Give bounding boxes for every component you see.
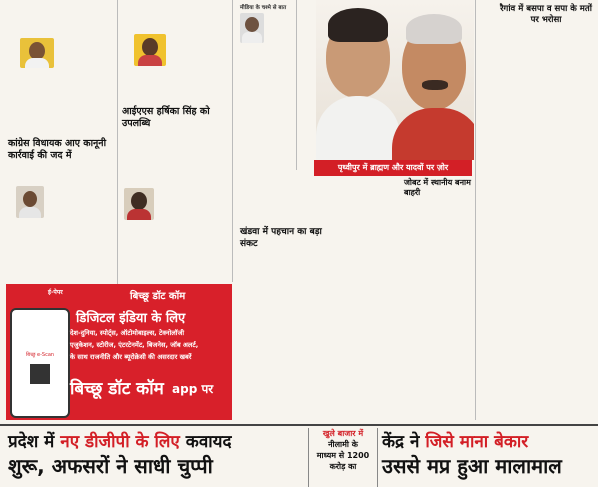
ad-brand-bottom: बिच्छू डॉट कॉम	[70, 379, 164, 399]
feature-banner-text: पृथ्वीपुर में ब्राह्मण और यादवों पर ज़ोर	[337, 163, 449, 172]
bottom-right-highlight: जिसे माना बेकार	[425, 432, 529, 452]
col1-body-lower	[8, 164, 114, 186]
col2-body-bottom-2	[122, 226, 228, 280]
col1-body-mid	[8, 70, 114, 134]
bottom-left-highlight: नए डीजीपी के लिए	[60, 432, 180, 452]
feature-banner	[314, 160, 472, 176]
col3-body-top	[240, 44, 294, 170]
ad-line-1: डिजिटल इंडिया के लिए	[76, 311, 186, 326]
bottom-left-suffix: कवायद	[185, 432, 232, 452]
bottom-right-headline	[382, 430, 596, 478]
col2-body-bottom	[158, 188, 228, 224]
ad-line-4: के साथ राजनीति और ब्यूरोक्रेसी की असरदार खबरें	[70, 353, 192, 361]
col2-body-mid-2	[122, 70, 228, 104]
bottom-right-line2: उससे मप्र हुआ मालामाल	[382, 454, 562, 478]
bottom-mid-box	[312, 428, 374, 487]
ad-phone-label: बिच्छू e-Scan	[25, 352, 55, 358]
col3-headline: खंडवा में पहचान का बड़ा संकट	[240, 227, 322, 249]
ad-brand-top: बिच्छू डॉट कॉम	[130, 291, 186, 302]
col2-body-mid	[170, 34, 228, 68]
col3-body-bottom	[240, 252, 326, 400]
col2-body-lower	[122, 132, 228, 184]
bottom-left-headline	[8, 430, 308, 478]
ad-phone	[10, 308, 70, 418]
bottom-mid-line1: खुले बाजार में	[322, 429, 364, 438]
col1-body-bottom-2	[8, 232, 114, 280]
col2-body-top	[122, 2, 228, 32]
col4-body-lower	[332, 180, 402, 400]
col2-portrait	[134, 34, 166, 66]
col2-small-portrait	[124, 188, 154, 220]
ad-block	[6, 284, 232, 420]
col1-headline: कांग्रेस विधायक आए कानूनी कार्रवाई की जद में	[8, 138, 107, 161]
col2-headline: आईएएस हर्षिका सिंह को उपलब्धि	[122, 106, 210, 129]
joshi-body	[404, 202, 474, 400]
col5-body	[478, 30, 594, 418]
ad-line-2: देश-दुनिया, स्पोर्ट्स, ऑटोमोबाइल्स, टेक्नोलॉजी	[70, 329, 185, 337]
feature-photo	[316, 0, 474, 160]
col1-small-portrait	[16, 186, 44, 218]
bottom-right-prefix: केंद्र ने	[382, 432, 420, 452]
col1-body-bottom	[48, 186, 114, 232]
ad-app-tag: ई-पेपर	[48, 289, 63, 296]
bottom-left-prefix: प्रदेश में	[8, 432, 55, 452]
bottom-left-line2: शुरू, अफसरों ने साधी चुप्पी	[8, 454, 213, 478]
col3-box-title: मीडिया के चश्मे से बात	[240, 5, 287, 11]
bottom-mid-line4: करोड़ का	[329, 462, 357, 471]
col5-headline: रैगांव में बसपा व सपा के मतों पर भरोसा	[500, 4, 592, 25]
ad-app-word: app पर	[172, 382, 214, 396]
ad-line-3: एजुकेशन, स्टोरीज, एंटरटेनमेंट, बिजनेस, जॉब अलर्ट,	[70, 341, 199, 349]
bottom-mid-line3: माध्यम से 1200	[316, 451, 370, 460]
joshi-headline: जोबट में स्थानीय बनाम बाहरी	[404, 178, 471, 197]
col3-body-lower	[240, 172, 312, 230]
col1-body-top	[8, 2, 114, 38]
col3-portrait	[240, 13, 264, 43]
bottom-divider	[0, 424, 598, 426]
bottom-mid-line2: नीलामी के	[328, 440, 358, 449]
col1-portrait	[20, 38, 54, 68]
